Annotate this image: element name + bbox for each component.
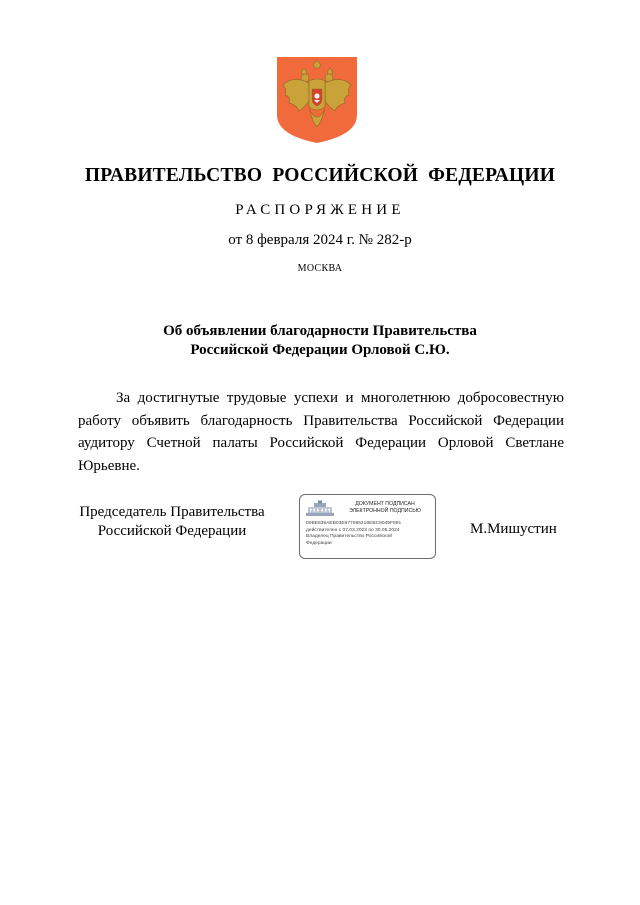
subject-line-2: Российской Федерации Орловой С.Ю. [190, 342, 450, 358]
body-paragraph: За достигнутые трудовые успехи и многолетнюю добросовестную работу объявить благодарность Правительства Российской Федерации аудитору Счетной палаты Российской Федерации Орловой Светлане Юрьевне. [78, 390, 564, 474]
coat-of-arms-emblem [275, 55, 359, 145]
government-building-icon [305, 500, 335, 517]
subject-line-1: Об объявлении благодарности Правительства [163, 323, 477, 339]
electronic-signature-stamp [299, 494, 436, 559]
stamp-title-line-1: ДОКУМЕНТ ПОДПИСАН [355, 501, 415, 507]
stamp-details [306, 521, 434, 547]
stamp-owner-line-1: Владелец Правительство Российской [306, 534, 392, 540]
document-type: РАСПОРЯЖЕНИЕ [235, 202, 405, 218]
document-city: МОСКВА [297, 263, 343, 274]
stamp-validity: действителен с 07.03.2023 по 30.05.2024 [306, 527, 400, 533]
stamp-title-line-2: ЭЛЕКТРОННОЙ ПОДПИСЬЮ [349, 508, 421, 514]
signer-position-line-2: Российской Федерации [97, 522, 247, 539]
signer-position-line-1: Председатель Правительства [79, 504, 265, 520]
document-date-number: от 8 февраля 2024 г. № 282-р [228, 232, 412, 248]
stamp-owner-line-2: Федерации [306, 540, 332, 546]
signer-name: М.Мишустин [470, 521, 557, 537]
stamp-certificate: 00BE639AEB03E677085218EBC8049F891 [306, 521, 402, 526]
government-title: ПРАВИТЕЛЬСТВО РОССИЙСКОЙ ФЕДЕРАЦИИ [84, 165, 556, 186]
stamp-title [336, 501, 434, 515]
signer-position [72, 503, 272, 540]
document-subject [0, 322, 640, 360]
